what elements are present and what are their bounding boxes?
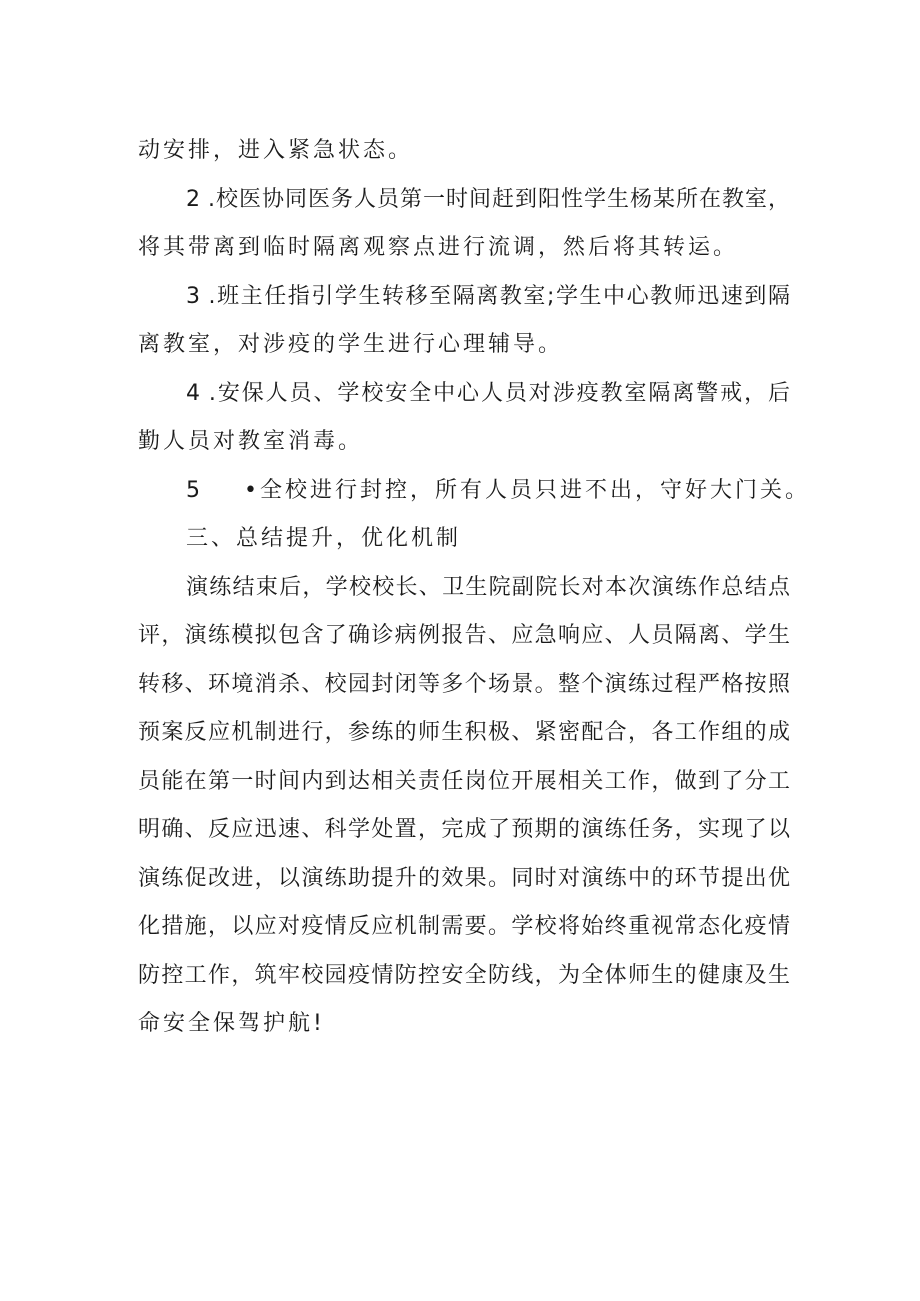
paragraph-line: 员能在第一时间内到达相关责任岗位开展相关工作，做到了分工 (138, 769, 790, 794)
text-line-item-5 (186, 471, 810, 511)
text-line: 离教室，对涉疫的学生进行心理辅导。 (138, 332, 564, 357)
paragraph-line: 演练促改进，以演练助提升的效果。同时对演练中的环节提出优 (138, 866, 790, 891)
text-line-item-4: 4 .安保人员、学校安全中心人员对涉疫教室隔离警戒，后 (186, 381, 790, 406)
item-number: 5 (186, 478, 200, 503)
paragraph-line: 评，演练模拟包含了确诊病例报告、应急响应、人员隔离、学生 (138, 623, 790, 648)
paragraph-line: 防控工作，筑牢校园疫情防控安全防线，为全体师生的健康及生 (138, 963, 790, 988)
text-line-item-3: 3 .班主任指引学生转移至隔离教室;学生中心教师迅速到隔 (186, 284, 790, 309)
paragraph-line: 化措施，以应对疫情反应机制需要。学校将始终重视常态化疫情 (138, 914, 790, 939)
paragraph-line: 转移、环境消杀、校园封闭等多个场景。整个演练过程严格按照 (138, 672, 790, 697)
text-line: 动安排，进入紧急状态。 (138, 138, 414, 163)
paragraph-line: 明确、反应迅速、科学处置，完成了预期的演练任务，实现了以 (138, 817, 790, 842)
text-line-item-2: 2 .校医协同医务人员第一时间赶到阳性学生杨某所在教室， (186, 187, 790, 212)
section-heading: 三、总结提升，优化机制 (186, 526, 462, 551)
paragraph-line: 命安全保驾护航! (138, 1011, 325, 1036)
item-text: •全校进行封控，所有人员只进不出，守好大门关。 (244, 478, 810, 503)
paragraph-line: 预案反应机制进行，参练的师生积极、紧密配合，各工作组的成 (138, 720, 790, 745)
text-line: 勤人员对教室消毒。 (138, 429, 364, 454)
paragraph-line: 演练结束后，学校校长、卫生院副院长对本次演练作总结点 (186, 575, 790, 600)
text-line: 将其带离到临时隔离观察点进行流调，然后将其转运。 (138, 235, 739, 260)
